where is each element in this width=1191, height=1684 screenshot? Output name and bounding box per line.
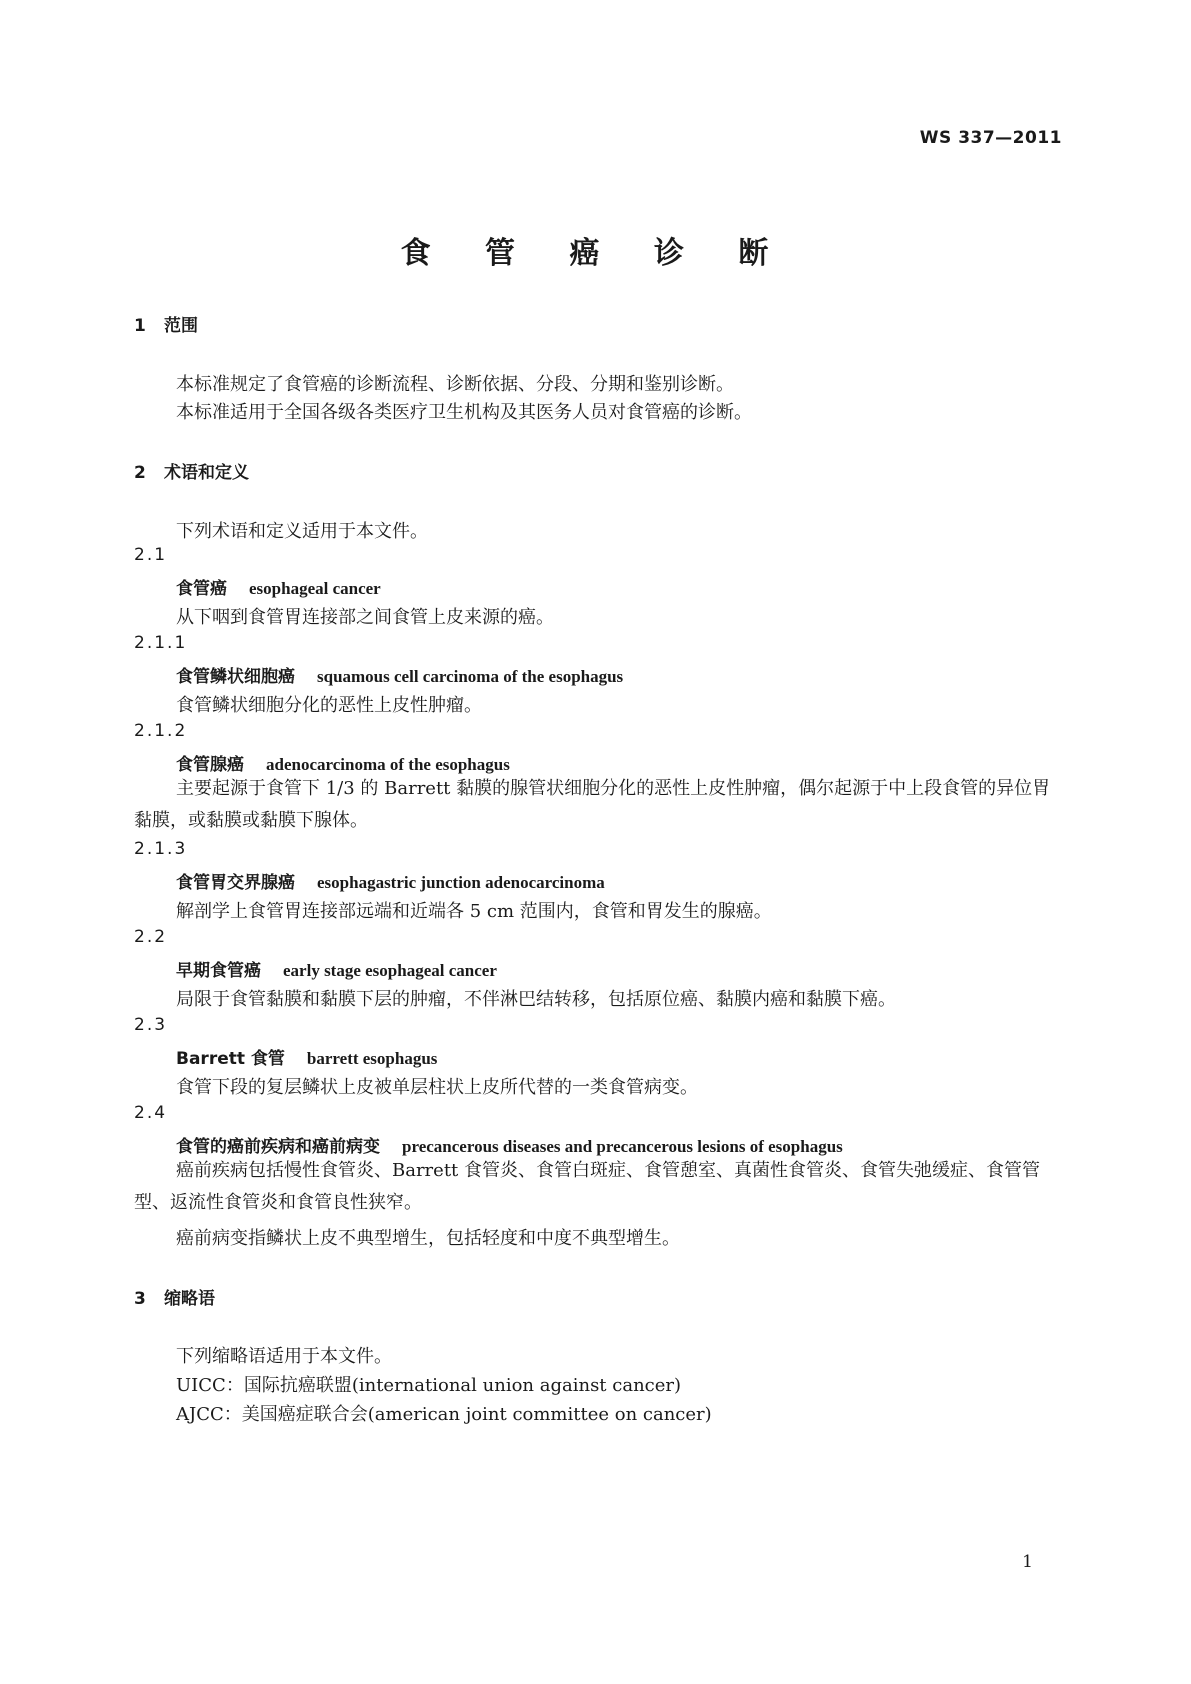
section-1-heading	[134, 311, 198, 336]
abbreviation-item: UICC：国际抗癌联盟(international union against cancer)	[176, 1375, 682, 1396]
term-definition: 食管下段的复层鳞状上皮被单层柱状上皮所代替的一类食管病变。	[176, 1077, 698, 1098]
term-definition: 从下咽到食管胃连接部之间食管上皮来源的癌。	[176, 607, 554, 628]
term-zh: 食管癌	[176, 579, 227, 599]
term-definition: 主要起源于食管下 1/3 的 Barrett 黏膜的腺管状细胞分化的恶性上皮性肿瘤，偶尔起源于中上段食管的异位胃黏膜，或黏膜或黏膜下腺体。	[134, 778, 1051, 831]
term-definition: 癌前疾病包括慢性食管炎、Barrett 食管炎、食管白斑症、食管憩室、真菌性食管炎、食管失弛缓症、食管管型、返流性食管炎和食管良性狭窄。	[134, 1160, 1041, 1213]
scope-paragraph-2: 本标准适用于全国各级各类医疗卫生机构及其医务人员对食管癌的诊断。	[176, 402, 752, 423]
section-number: 2	[134, 463, 146, 483]
term-heading	[176, 574, 381, 599]
clause-number: 2.2	[134, 927, 168, 947]
term-en: esophageal cancer	[249, 579, 381, 598]
clause-number: 2.1.3	[134, 839, 188, 859]
section-title: 范围	[164, 316, 198, 336]
term-en: esophagastric junction adenocarcinoma	[317, 873, 605, 892]
term-zh: 早期食管癌	[176, 961, 261, 981]
section-title: 术语和定义	[164, 463, 249, 483]
section-number: 3	[134, 1289, 146, 1309]
term-en: precancerous diseases and precancerous lesions of esophagus	[402, 1137, 843, 1156]
clause-number: 2.1.2	[134, 721, 188, 741]
term-heading	[176, 750, 510, 775]
page-number: 1	[1022, 1552, 1033, 1572]
abbreviations-intro: 下列缩略语适用于本文件。	[176, 1346, 392, 1367]
abbreviation-item: AJCC：美国癌症联合会(american joint committee on cancer)	[176, 1404, 712, 1425]
clause-number: 2.1.1	[134, 633, 188, 653]
term-zh: 食管的癌前疾病和癌前病变	[176, 1137, 380, 1157]
term-definition: 食管鳞状细胞分化的恶性上皮性肿瘤。	[176, 695, 482, 716]
term-en: early stage esophageal cancer	[283, 961, 497, 980]
clause-number: 2.1	[134, 545, 168, 565]
section-2-heading	[134, 458, 249, 483]
clause-number: 2.3	[134, 1015, 168, 1035]
term-heading	[176, 1044, 437, 1069]
term-definition: 局限于食管黏膜和黏膜下层的肿瘤，不伴淋巴结转移，包括原位癌、黏膜内癌和黏膜下癌。	[176, 989, 896, 1010]
section-number: 1	[134, 316, 146, 336]
term-zh: Barrett 食管	[176, 1049, 285, 1069]
term-zh: 食管胃交界腺癌	[176, 873, 295, 893]
term-definition: 解剖学上食管胃连接部远端和近端各 5 cm 范围内，食管和胃发生的腺癌。	[176, 901, 772, 922]
term-zh: 食管腺癌	[176, 755, 244, 775]
term-zh: 食管鳞状细胞癌	[176, 667, 295, 687]
term-en: adenocarcinoma of the esophagus	[266, 755, 510, 774]
scope-paragraph-1: 本标准规定了食管癌的诊断流程、诊断依据、分段、分期和鉴别诊断。	[176, 374, 734, 395]
clause-number: 2.4	[134, 1103, 168, 1123]
term-definition: 癌前病变指鳞状上皮不典型增生，包括轻度和中度不典型增生。	[176, 1228, 680, 1249]
term-heading	[176, 1132, 843, 1157]
section-3-heading	[134, 1284, 215, 1309]
term-en: barrett esophagus	[306, 1049, 438, 1068]
document-title: 食 管 癌 诊 断	[400, 236, 791, 271]
term-heading	[176, 868, 605, 893]
term-heading	[176, 956, 497, 981]
standard-code: WS 337—2011	[919, 128, 1062, 148]
term-heading	[176, 662, 623, 687]
term-en: squamous cell carcinoma of the esophagus	[317, 667, 624, 686]
terms-intro: 下列术语和定义适用于本文件。	[176, 521, 428, 542]
section-title: 缩略语	[164, 1289, 215, 1309]
